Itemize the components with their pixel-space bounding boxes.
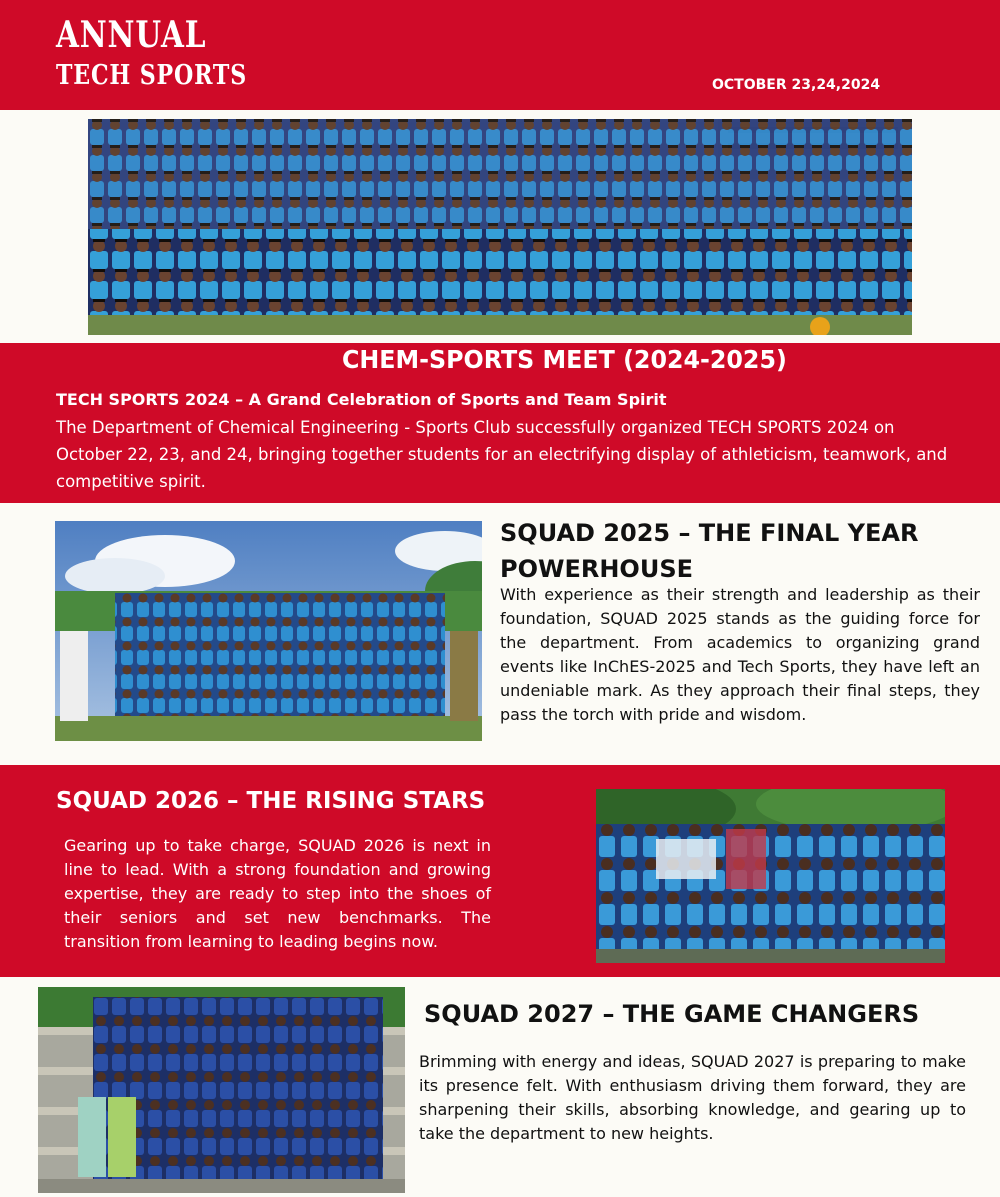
- squad-2027-photo: [38, 987, 405, 1193]
- squad-2025-title: SQUAD 2025 – THE FINAL YEAR POWERHOUSE: [500, 519, 919, 583]
- squad-2027-description: Brimming with energy and ideas, SQUAD 2027 is preparing to make its presence felt. With enthusiasm driving them forward, they are sharpening their skills, absorbing knowledge, and gearing up to take the department to new heights.: [419, 1052, 966, 1143]
- squad-2026-description: Gearing up to take charge, SQUAD 2026 is next in line to lead. With a strong foundation and growing expertise, they are ready to step into the shoes of their seniors and set new benchmarks. The transition from learning to leading begins now.: [64, 836, 491, 951]
- squad-2026-photo: [596, 789, 945, 963]
- event-date: OCTOBER 23,24,2024: [712, 77, 881, 93]
- meet-title: CHEM-SPORTS MEET (2024-2025): [342, 345, 787, 374]
- header-title-tech-sports: TECH SPORTS: [56, 60, 248, 91]
- meet-subtitle: TECH SPORTS 2024 – A Grand Celebration of Sports and Team Spirit: [56, 390, 667, 409]
- group-photo-main: [88, 119, 912, 335]
- header-title-annual: ANNUAL: [56, 14, 207, 56]
- squad-2026-title: SQUAD 2026 – THE RISING STARS: [56, 788, 486, 814]
- squad-2025-description: With experience as their strength and leadership as their foundation, SQUAD 2025 stands as the guiding force for the department. From academics to organizing grand events like InChES-2025 and Tech Sports, they have left an undeniable mark. As they approach their final steps, they pass the torch with pride and wisdom.: [500, 585, 980, 724]
- squad-2025-photo: [55, 521, 482, 741]
- meet-description: The Department of Chemical Engineering - Sports Club successfully organized TECH SPORTS 2024 on October 22, 23, and 24, bringing together students for an electrifying display of athleticism, teamwork, and competitive spirit.: [56, 418, 948, 491]
- squad-2027-title: SQUAD 2027 – THE GAME CHANGERS: [424, 1000, 920, 1028]
